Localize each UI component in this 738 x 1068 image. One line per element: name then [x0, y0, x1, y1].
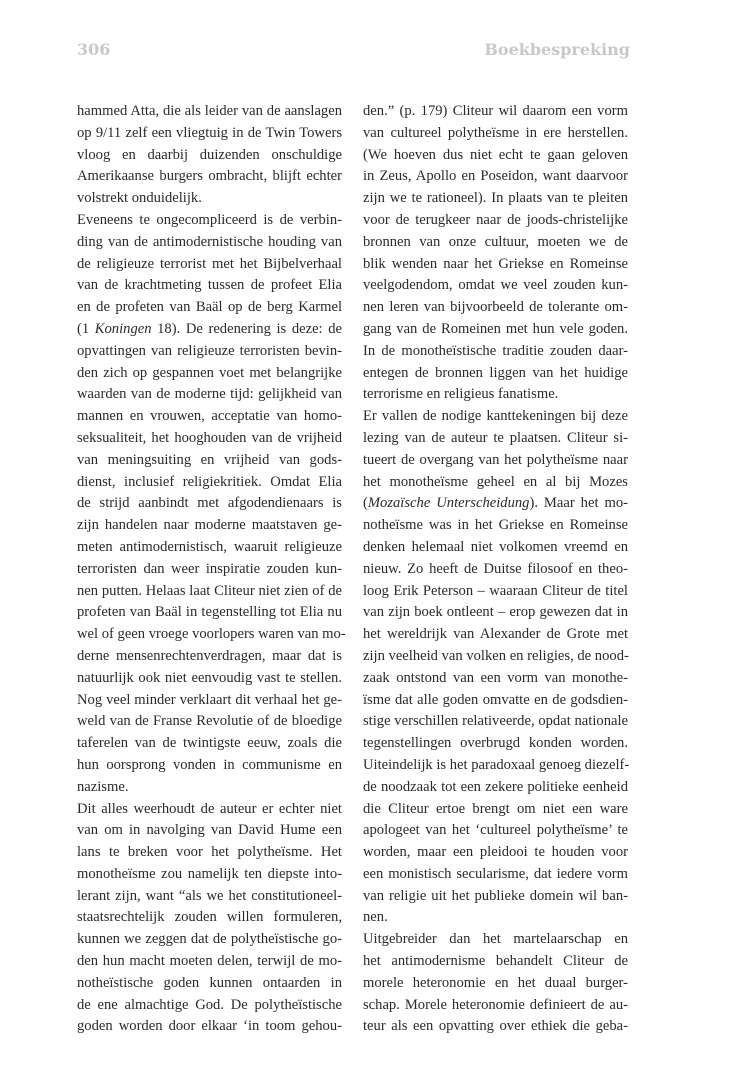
- text-line: stige verschillen relativeerde, opdat nationale: [363, 713, 628, 730]
- text-line: tueert de overgang van het polytheïsme naar: [363, 451, 628, 468]
- text-line: bronnen van onze cultuur, moeten we de: [363, 233, 628, 250]
- text-line: Uiteindelijk is het paradoxaal genoeg diezelf-: [363, 756, 630, 773]
- text-line: veelgodendom, omdat we veel zouden kun-: [363, 277, 628, 294]
- running-title: Boekbespreking: [484, 40, 630, 59]
- text-line: entegen de bronnen liggen van het huidige: [363, 364, 628, 381]
- text-line: (1 Koningen 18). De redenering is deze: de: [77, 320, 342, 337]
- text-line: kunnen we zeggen dat de polytheïstische go-: [77, 931, 342, 948]
- text-line: nen leren van bijvoorbeeld de tolerante om-: [363, 299, 628, 316]
- text-line: een monistisch secularisme, dat iedere vorm: [363, 865, 628, 882]
- text-line: mannen en vrouwen, acceptatie van homo-: [77, 408, 342, 425]
- text-line: terroristen dan weer inspiratie zouden kun-: [77, 560, 342, 577]
- text-line: van om in navolging van David Hume een: [77, 822, 342, 839]
- text-line: loog Erik Peterson – waaraan Cliteur de titel: [363, 582, 628, 599]
- text-line: hammed Atta, die als leider van de aanslagen: [77, 103, 342, 119]
- text-line: den.” (p. 179) Cliteur wil daarom een vorm: [363, 103, 628, 119]
- text-line: denken helemaal niet volkomen vreemd en: [363, 538, 628, 555]
- text-line: morele heteronomie en het duaal burger-: [363, 974, 628, 991]
- text-line: nazisme.: [77, 778, 129, 795]
- text-line: schap. Morele heteronomie definieert de au-: [363, 996, 628, 1013]
- text-line: zaak ontstond van een vorm van monothe-: [363, 669, 628, 686]
- text-line: voor de terugkeer naar de joods-christelijke: [363, 211, 628, 228]
- text-line: zijn we te rationeel). In plaats van te pleiten: [363, 190, 628, 207]
- text-line: opvattingen van religieuze terroristen bevin-: [77, 342, 342, 359]
- text-line: ding van de antimodernistische houding van: [77, 233, 342, 250]
- text-line: In de monotheïstische traditie zouden daar-: [363, 342, 628, 359]
- text-line: lans te breken voor het polytheïsme. Het: [77, 844, 342, 861]
- text-line: notheïstische goden kunnen ontaarden in: [77, 974, 342, 991]
- text-line: het wereldrijk van Alexander de Grote met: [363, 626, 628, 643]
- text-line: op 9/11 zelf een vliegtuig in de Twin Towers: [77, 124, 342, 141]
- text-line: terrorisme en religieus fanatisme.: [363, 386, 559, 403]
- text-line: apologeet van het ‘cultureel polytheïsme’ te: [363, 822, 628, 839]
- text-line: hun oorsprong vonden in communisme en: [77, 756, 342, 773]
- italic-title: Mozaïsche Unterscheidung: [367, 495, 530, 512]
- text-line: Eveneens te ongecompliceerd is de verbin-: [77, 211, 342, 228]
- text-line: weld van de Franse Revolutie of de bloedige: [77, 713, 342, 730]
- text-line: Er vallen de nodige kanttekeningen bij deze: [363, 408, 628, 425]
- text-line: gang van de Romeinen met hun vele goden.: [363, 320, 628, 337]
- text-line: Amerikaanse burgers ombracht, blijft echter: [77, 168, 342, 185]
- page-number: 306: [77, 40, 111, 59]
- text-line: taferelen van de twintigste eeuw, zoals die: [77, 735, 342, 752]
- text-line: de religieuze terrorist met het Bijbelverhaal: [77, 255, 342, 272]
- text-line: Dit alles weerhoudt de auteur er echter niet: [77, 800, 342, 817]
- text-line: volstrekt onduidelijk.: [77, 190, 202, 207]
- text-line: ïsme dat alle goden omvatte en de godsdien-: [363, 691, 628, 708]
- text-line: van meningsuiting en vrijheid van gods-: [77, 451, 342, 468]
- right-column: [363, 101, 628, 1038]
- text-line: den hun macht moeten delen, terwijl de mo-: [77, 953, 342, 970]
- text-line: (We hoeven dus niet echt te gaan geloven: [363, 146, 628, 163]
- text-line: nen putten. Helaas laat Cliteur niet zien of de: [77, 582, 342, 599]
- text-line: Nog veel minder verklaart dit verhaal het ge-: [77, 691, 342, 708]
- text-line: staatsrechtelijk zouden willen formuleren,: [77, 909, 342, 926]
- text-line: de noodzaak tot een zekere politieke eenheid: [363, 778, 628, 795]
- text-line: derne mensenrechtenverdragen, maar dat is: [77, 647, 342, 664]
- text-line: de ene almachtige God. De polytheïstische: [77, 996, 342, 1013]
- text-line: lerant zijn, want “als we het constitutioneel-: [77, 887, 342, 904]
- text-line: profeten van Baäl in tegenstelling tot Elia nu: [77, 604, 342, 621]
- text-line: het antimodernisme behandelt Cliteur de: [363, 953, 628, 970]
- text-line: monotheïsme zou namelijk ten diepste into-: [77, 865, 342, 882]
- text-line: Uitgebreider dan het martelaarschap en: [363, 931, 628, 948]
- text-line: wel of geen vroege voorlopers waren van mo-: [77, 626, 346, 643]
- left-column: [77, 101, 346, 1038]
- text-line: het monotheïsme geheel en al bij Mozes: [363, 473, 628, 490]
- text-line: (Mozaïsche Unterscheidung). Maar het mo-: [363, 495, 628, 512]
- text-line: zijn veelheid van volken en religies, de nood-: [363, 647, 629, 664]
- text-line: van religie uit het publieke domein wil ban-: [363, 887, 628, 904]
- text-line: de strijd aanbindt met afgodendienaars is: [77, 495, 342, 512]
- text-line: waarden van de moderne tijd: gelijkheid van: [77, 386, 342, 403]
- text-line: zijn handelen naar moderne maatstaven ge-: [77, 517, 342, 534]
- text-line: tegenstellingen overbrugd konden worden.: [363, 735, 628, 752]
- text-line: van zijn boek ontleent – erop gewezen dat in: [363, 604, 628, 621]
- text-line: in Zeus, Apollo en Poseidon, want daarvoor: [363, 168, 628, 185]
- text-line: vloog en daarbij duizenden onschuldige: [77, 146, 342, 163]
- text-line: lezing van de auteur te plaatsen. Cliteur si-: [363, 429, 628, 446]
- text-line: notheïsme was in het Griekse en Romeinse: [363, 517, 628, 534]
- text-line: den zich op gespannen voet met belangrijke: [77, 364, 342, 381]
- text-line: die Cliteur ertoe brengt om niet een ware: [363, 800, 628, 817]
- text-line: nieuw. Zo heeft de Duitse filosoof en theo-: [363, 560, 628, 577]
- text-line: meten antimodernistisch, waaruit religieuze: [77, 538, 342, 555]
- text-line: nen.: [363, 909, 388, 926]
- text-line: blik wenden naar het Griekse en Romeinse: [363, 255, 628, 272]
- text-line: dienst, inclusief religiekritiek. Omdat Elia: [77, 473, 342, 490]
- text-line: teur als een opvatting over ethiek die geba-: [363, 1018, 628, 1035]
- italic-title: Koningen: [94, 320, 152, 337]
- text-line: goden worden door elkaar ‘in toom gehou-: [77, 1018, 342, 1035]
- text-line: en de profeten van Baäl op de berg Karmel: [77, 299, 342, 316]
- text-line: seksualiteit, het hooghouden van de vrijheid: [77, 429, 342, 446]
- text-line: natuurlijk ook niet eenvoudig vast te stellen.: [77, 669, 342, 686]
- text-line: van de krachtmeting tussen de profeet Elia: [77, 277, 342, 294]
- page-header: [77, 40, 630, 64]
- text-line: worden, maar een pleidooi te houden voor: [363, 844, 628, 861]
- text-line: van cultureel polytheïsme in ere herstellen.: [363, 124, 628, 141]
